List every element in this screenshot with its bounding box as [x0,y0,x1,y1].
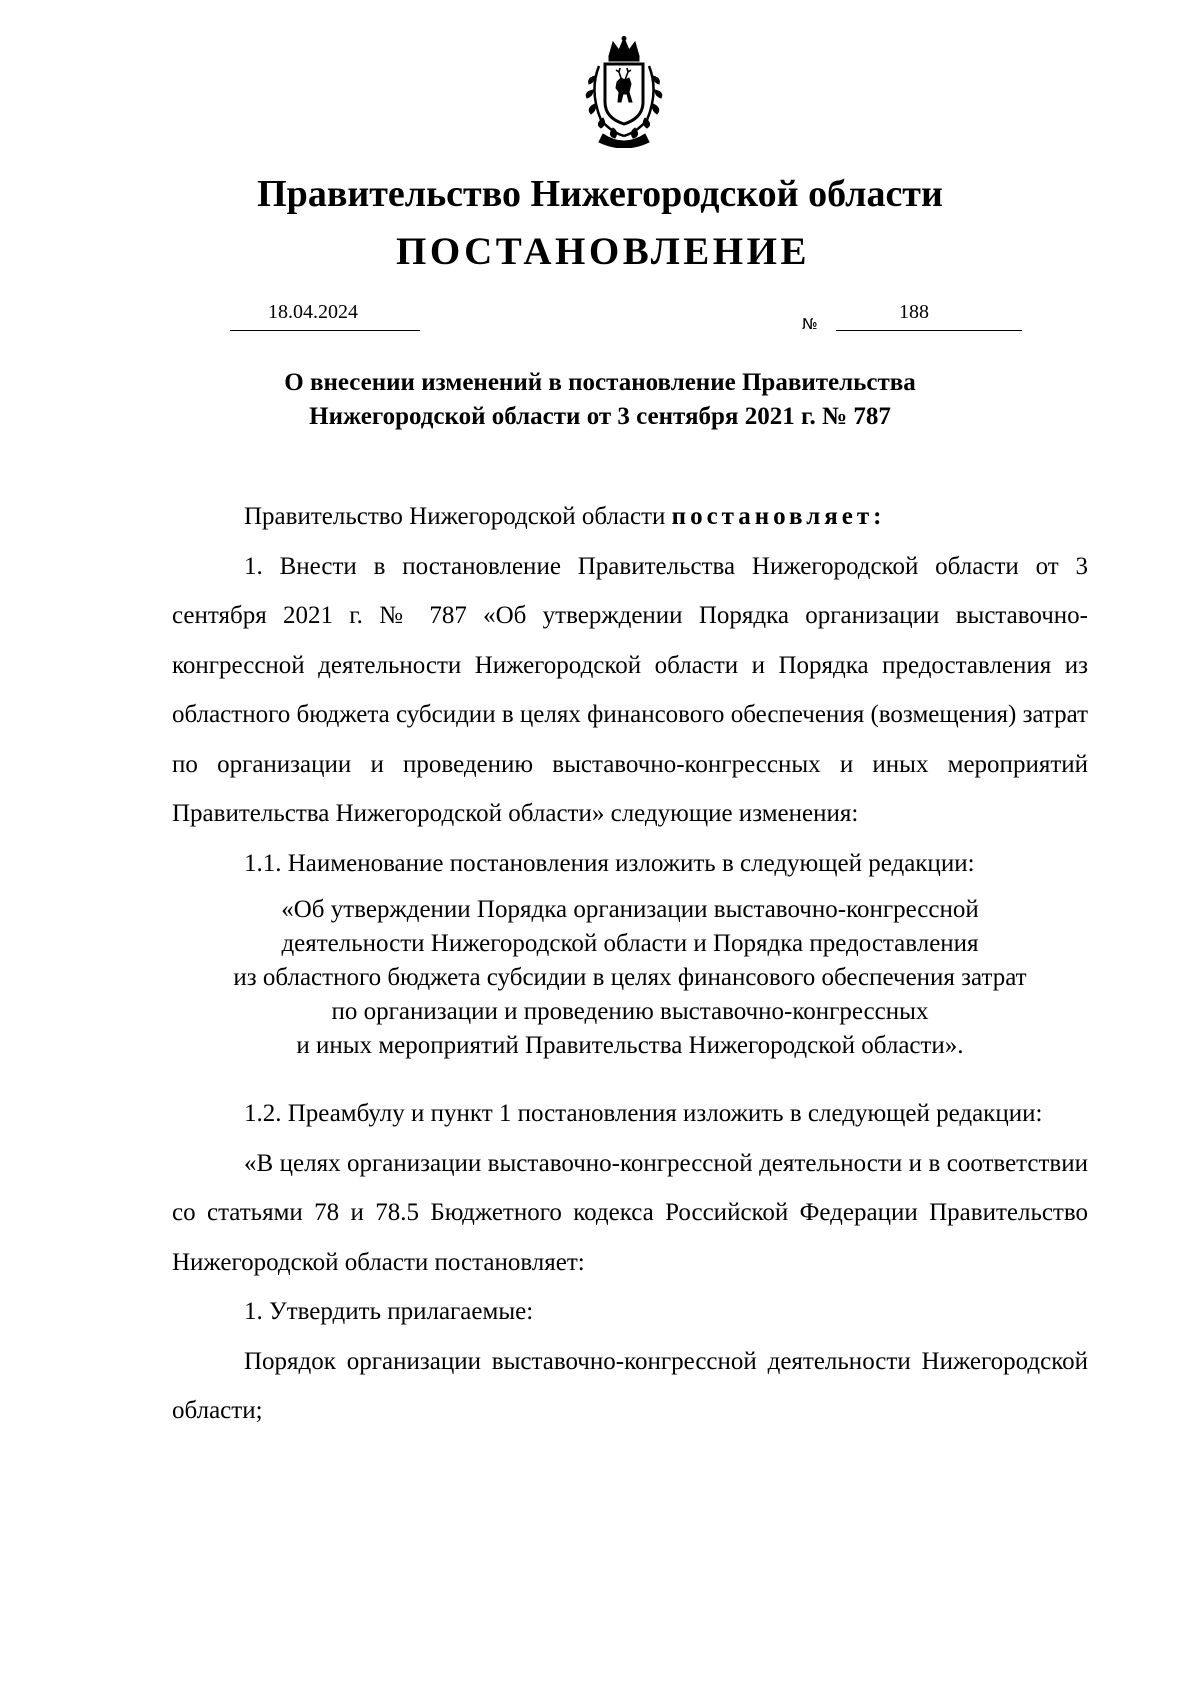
paragraph-1-2: 1.2. Преамбулу и пункт 1 постановления изложить в следующей редакции: [244,1100,1043,1127]
order-paragraph: Порядок организации выставочно-конгрессной деятельности Нижегородской области; [172,1347,1088,1424]
approve-paragraph: 1. Утвердить прилагаемые: [244,1298,534,1325]
quote-line: деятельности Нижегородской области и Порядка предоставления [281,930,979,957]
government-name: Правительство Нижегородской области [257,173,943,215]
document-body [172,492,1088,1436]
quote-line: по организации и проведению выставочно-конгрессных [331,998,929,1025]
document-date: 18.04.2024 [268,301,358,323]
subject-line-2: Нижегородской области от 3 сентября 2021 г. № 787 [309,403,891,430]
intro-prefix: Правительство Нижегородской области [244,503,666,530]
document-subject [160,366,1040,434]
new-title-quote [172,893,1088,1063]
quote-line: «Об утверждении Порядка организации выставочно-конгрессной [281,896,979,923]
intro-paragraph [172,492,1088,542]
document-number-field [836,300,1022,331]
document-number: 188 [899,301,929,323]
quote-line: из областного бюджета субсидии в целях финансового обеспечения затрат [233,964,1027,991]
paragraph-1: 1. Внести в постановление Правительства Нижегородской области от 3 сентября 2021 г. № 787 «Об утверждении Порядка организации выставочно-конгрессной деятельности Нижегородской области и Порядка предоставления из областного бюджета субсидии в целях финансового обеспечения (возмещения) затрат по организации и проведению выставочно-конгрессных и иных мероприятий Правительства Нижегородской области» следующие изменения: [172,552,1088,827]
number-sign: № [802,315,818,333]
document-type: ПОСТАНОВЛЕНИЕ [395,230,810,273]
preamble-paragraph: «В целях организации выставочно-конгрессной деятельности и в соответствии со статьями 78 и 78.5 Бюджетного кодекса Российской Федерации Правительство Нижегородской области постановляет: [172,1149,1088,1276]
intro-verb: постановляет: [671,503,886,530]
document-date-field [230,300,420,331]
paragraph-1-1: 1.1. Наименование постановления изложить в следующей редакции: [244,849,975,877]
quote-line: и иных мероприятий Правительства Нижегородской области». [296,1032,964,1059]
subject-line-1: О внесении изменений в постановление Правительства [284,369,916,396]
coat-of-arms-emblem [569,36,679,148]
